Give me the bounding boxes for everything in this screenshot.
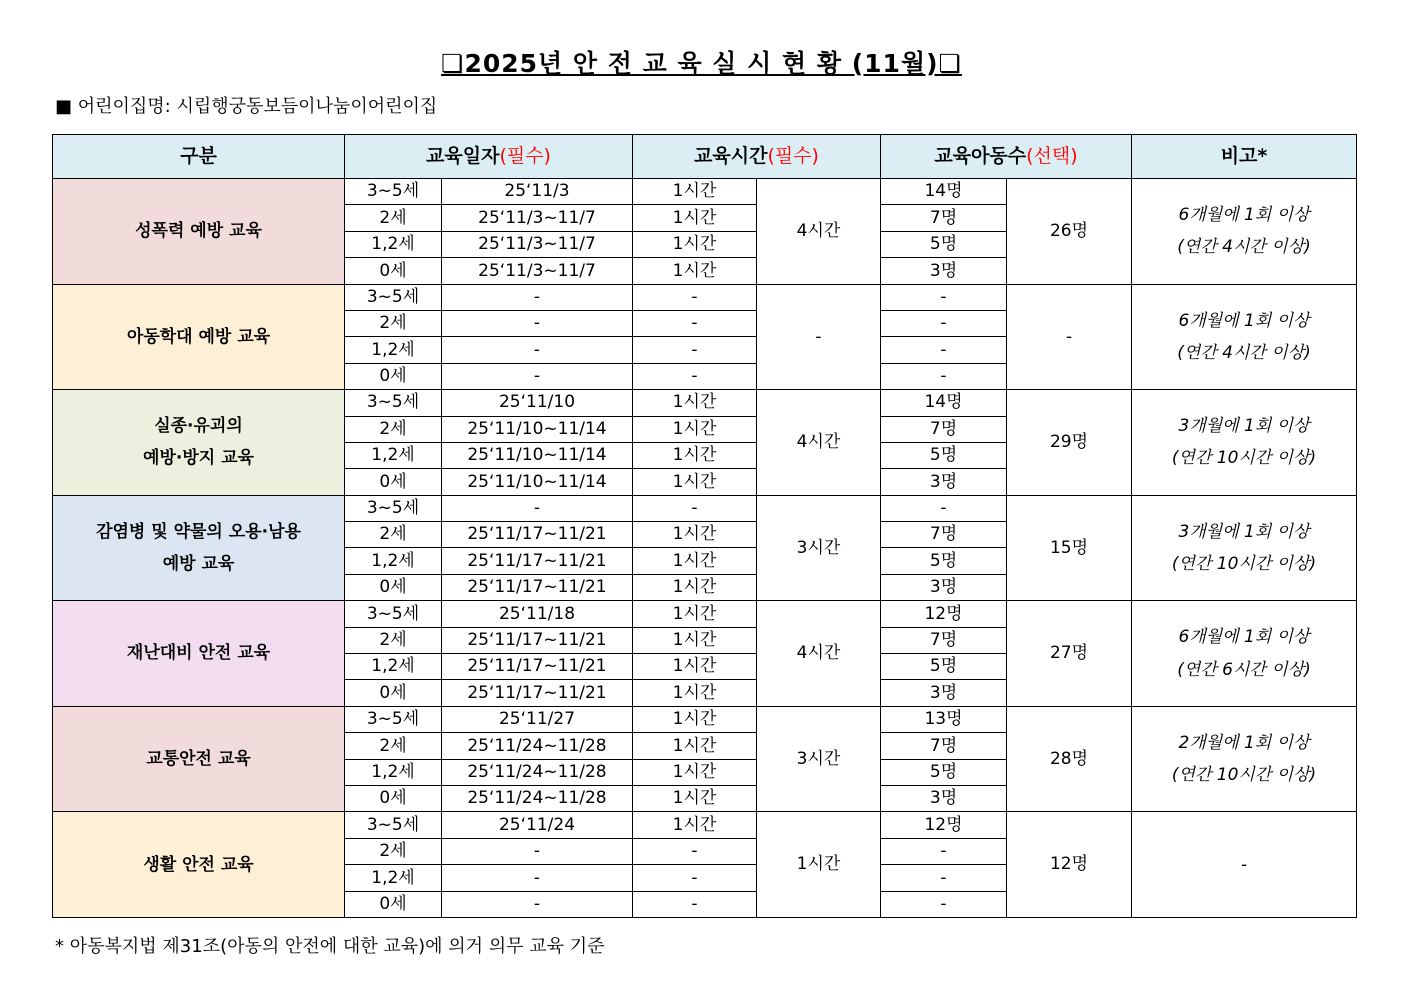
children-cell: 12명 — [881, 601, 1007, 627]
time-cell: 1시간 — [633, 654, 757, 680]
date-cell: - — [442, 310, 633, 336]
age-cell: 1,2세 — [345, 231, 442, 257]
category-name: 교통안전 교육 — [146, 748, 251, 769]
date-cell: 25‘11/24~11/28 — [442, 785, 633, 811]
note-cell — [1132, 390, 1357, 496]
time-cell: 1시간 — [633, 179, 757, 205]
note-line: (연간 10시간 이상) — [1171, 448, 1317, 469]
age-cell: 1,2세 — [345, 548, 442, 574]
total-time-cell: 3시간 — [757, 706, 881, 812]
time-cell: 1시간 — [633, 548, 757, 574]
children-cell: 7명 — [881, 416, 1007, 442]
category-name: 실종·유괴의 — [154, 416, 243, 437]
time-cell: 1시간 — [633, 627, 757, 653]
category-cell — [53, 179, 345, 285]
date-cell: 25‘11/17~11/21 — [442, 680, 633, 706]
children-cell: 5명 — [881, 548, 1007, 574]
time-cell: - — [633, 865, 757, 891]
date-cell: - — [442, 838, 633, 864]
note-cell — [1132, 812, 1357, 918]
children-cell: 14명 — [881, 179, 1007, 205]
time-cell: 1시간 — [633, 205, 757, 231]
header-time-req: (필수) — [767, 145, 819, 168]
note-cell — [1132, 706, 1357, 812]
header-date — [345, 135, 633, 179]
table-row — [53, 601, 1357, 627]
age-cell: 0세 — [345, 363, 442, 389]
header-category: 구분 — [53, 135, 345, 179]
header-children-label: 교육아동수 — [934, 145, 1027, 168]
note-line: 6개월에 1회 이상 — [1178, 204, 1310, 225]
table-row — [53, 390, 1357, 416]
children-cell: 3명 — [881, 469, 1007, 495]
age-cell: 2세 — [345, 416, 442, 442]
education-table — [52, 134, 1357, 918]
time-cell: 1시간 — [633, 759, 757, 785]
category-cell — [53, 390, 345, 496]
time-cell: 1시간 — [633, 390, 757, 416]
note-cell — [1132, 495, 1357, 601]
time-cell: 1시간 — [633, 706, 757, 732]
time-cell: - — [633, 838, 757, 864]
table-row — [53, 284, 1357, 310]
table-row — [53, 495, 1357, 521]
center-name: ■ 어린이집명: 시립행궁동보듬이나눔이어린이집 — [55, 96, 438, 117]
date-cell: 25‘11/17~11/21 — [442, 574, 633, 600]
header-time-label: 교육시간 — [694, 145, 768, 168]
time-cell: 1시간 — [633, 601, 757, 627]
total-time-cell: - — [757, 284, 881, 390]
date-cell: 25‘11/27 — [442, 706, 633, 732]
category-name: 재난대비 안전 교육 — [126, 643, 271, 664]
date-cell: - — [442, 865, 633, 891]
date-cell: - — [442, 337, 633, 363]
children-cell: - — [881, 865, 1007, 891]
date-cell: 25‘11/3~11/7 — [442, 205, 633, 231]
category-cell — [53, 495, 345, 601]
date-cell: 25‘11/3~11/7 — [442, 231, 633, 257]
children-cell: - — [881, 310, 1007, 336]
category-name: 생활 안전 교육 — [143, 854, 254, 875]
table-row — [53, 706, 1357, 732]
date-cell: 25‘11/10 — [442, 390, 633, 416]
date-cell: 25‘11/3 — [442, 179, 633, 205]
total-children-cell: 26명 — [1007, 179, 1132, 285]
note-line: 6개월에 1회 이상 — [1178, 310, 1310, 331]
date-cell: - — [442, 891, 633, 917]
date-cell: - — [442, 363, 633, 389]
age-cell: 2세 — [345, 838, 442, 864]
children-cell: 7명 — [881, 627, 1007, 653]
children-cell: - — [881, 363, 1007, 389]
date-cell: 25‘11/3~11/7 — [442, 258, 633, 284]
time-cell: 1시간 — [633, 522, 757, 548]
total-time-cell: 4시간 — [757, 601, 881, 707]
category-cell — [53, 706, 345, 812]
age-cell: 0세 — [345, 258, 442, 284]
date-cell: 25‘11/24~11/28 — [442, 733, 633, 759]
header-date-req: (필수) — [499, 145, 551, 168]
page-title-wrap — [0, 44, 1403, 80]
note-line: 6개월에 1회 이상 — [1178, 627, 1310, 648]
date-cell: 25‘11/10~11/14 — [442, 416, 633, 442]
age-cell: 2세 — [345, 733, 442, 759]
time-cell: 1시간 — [633, 574, 757, 600]
category-name: 예방·방지 교육 — [143, 448, 254, 469]
age-cell: 0세 — [345, 574, 442, 600]
note-cell — [1132, 179, 1357, 285]
time-cell: 1시간 — [633, 812, 757, 838]
note-cell — [1132, 601, 1357, 707]
age-cell: 3~5세 — [345, 390, 442, 416]
table-row — [53, 812, 1357, 838]
children-cell: 14명 — [881, 390, 1007, 416]
category-cell — [53, 284, 345, 390]
date-cell: 25‘11/10~11/14 — [442, 469, 633, 495]
age-cell: 1,2세 — [345, 759, 442, 785]
time-cell: 1시간 — [633, 231, 757, 257]
age-cell: 3~5세 — [345, 812, 442, 838]
total-time-cell: 1시간 — [757, 812, 881, 918]
time-cell: 1시간 — [633, 733, 757, 759]
total-children-cell: 15명 — [1007, 495, 1132, 601]
age-cell: 2세 — [345, 522, 442, 548]
note-line: (연간 6시간 이상) — [1177, 659, 1311, 680]
children-cell: 5명 — [881, 654, 1007, 680]
age-cell: 0세 — [345, 680, 442, 706]
time-cell: - — [633, 284, 757, 310]
children-cell: - — [881, 891, 1007, 917]
children-cell: 7명 — [881, 733, 1007, 759]
children-cell: 12명 — [881, 812, 1007, 838]
total-children-cell: 12명 — [1007, 812, 1132, 918]
children-cell: 5명 — [881, 231, 1007, 257]
total-time-cell: 4시간 — [757, 179, 881, 285]
age-cell: 1,2세 — [345, 654, 442, 680]
category-name: 아동학대 예방 교육 — [126, 326, 271, 347]
children-cell: - — [881, 495, 1007, 521]
time-cell: - — [633, 310, 757, 336]
children-cell: 3명 — [881, 680, 1007, 706]
total-children-cell: 28명 — [1007, 706, 1132, 812]
total-children-cell: - — [1007, 284, 1132, 390]
date-cell: 25‘11/17~11/21 — [442, 627, 633, 653]
note-line: 3개월에 1회 이상 — [1178, 416, 1310, 437]
age-cell: 2세 — [345, 205, 442, 231]
date-cell: 25‘11/24 — [442, 812, 633, 838]
children-cell: 5명 — [881, 759, 1007, 785]
category-name: 감염병 및 약물의 오용·남용 — [96, 521, 301, 542]
note-line: (연간 10시간 이상) — [1171, 553, 1317, 574]
date-cell: - — [442, 284, 633, 310]
note-line: 2개월에 1회 이상 — [1178, 732, 1310, 753]
category-name: 예방 교육 — [162, 553, 235, 574]
date-cell: 25‘11/10~11/14 — [442, 442, 633, 468]
category-cell — [53, 601, 345, 707]
total-time-cell: 3시간 — [757, 495, 881, 601]
children-cell: - — [881, 284, 1007, 310]
note-line: (연간 10시간 이상) — [1171, 765, 1317, 786]
date-cell: 25‘11/18 — [442, 601, 633, 627]
age-cell: 1,2세 — [345, 442, 442, 468]
age-cell: 2세 — [345, 627, 442, 653]
age-cell: 1,2세 — [345, 865, 442, 891]
time-cell: 1시간 — [633, 442, 757, 468]
note-line: - — [1240, 854, 1248, 875]
note-cell — [1132, 284, 1357, 390]
age-cell: 1,2세 — [345, 337, 442, 363]
time-cell: - — [633, 337, 757, 363]
children-cell: 13명 — [881, 706, 1007, 732]
note-line: (연간 4시간 이상) — [1177, 342, 1311, 363]
time-cell: - — [633, 363, 757, 389]
header-note: 비고* — [1132, 135, 1357, 179]
time-cell: - — [633, 495, 757, 521]
age-cell: 0세 — [345, 891, 442, 917]
time-cell: - — [633, 891, 757, 917]
children-cell: 5명 — [881, 442, 1007, 468]
header-children-req: (선택) — [1026, 145, 1078, 168]
date-cell: 25‘11/17~11/21 — [442, 548, 633, 574]
date-cell: 25‘11/17~11/21 — [442, 522, 633, 548]
age-cell: 3~5세 — [345, 706, 442, 732]
age-cell: 0세 — [345, 469, 442, 495]
time-cell: 1시간 — [633, 680, 757, 706]
date-cell: 25‘11/17~11/21 — [442, 654, 633, 680]
header-children — [881, 135, 1132, 179]
table-row — [53, 179, 1357, 205]
children-cell: 7명 — [881, 522, 1007, 548]
time-cell: 1시간 — [633, 785, 757, 811]
total-children-cell: 27명 — [1007, 601, 1132, 707]
time-cell: 1시간 — [633, 258, 757, 284]
note-line: 3개월에 1회 이상 — [1178, 521, 1310, 542]
children-cell: 3명 — [881, 258, 1007, 284]
date-cell: 25‘11/24~11/28 — [442, 759, 633, 785]
children-cell: 3명 — [881, 785, 1007, 811]
footnote: * 아동복지법 제31조(아동의 안전에 대한 교육)에 의거 의무 교육 기준 — [55, 936, 605, 957]
time-cell: 1시간 — [633, 469, 757, 495]
age-cell: 0세 — [345, 785, 442, 811]
header-date-label: 교육일자 — [426, 145, 500, 168]
age-cell: 2세 — [345, 310, 442, 336]
children-cell: - — [881, 838, 1007, 864]
header-time — [633, 135, 881, 179]
age-cell: 3~5세 — [345, 601, 442, 627]
time-cell: 1시간 — [633, 416, 757, 442]
date-cell: - — [442, 495, 633, 521]
children-cell: - — [881, 337, 1007, 363]
page-title: ❏2025년 안 전 교 육 실 시 현 황 (11월)❏ — [441, 49, 962, 78]
total-time-cell: 4시간 — [757, 390, 881, 496]
age-cell: 3~5세 — [345, 179, 442, 205]
category-cell — [53, 812, 345, 918]
children-cell: 7명 — [881, 205, 1007, 231]
age-cell: 3~5세 — [345, 284, 442, 310]
age-cell: 3~5세 — [345, 495, 442, 521]
category-name: 성폭력 예방 교육 — [135, 221, 262, 242]
header-row — [53, 135, 1357, 179]
children-cell: 3명 — [881, 574, 1007, 600]
note-line: (연간 4시간 이상) — [1177, 237, 1311, 258]
total-children-cell: 29명 — [1007, 390, 1132, 496]
